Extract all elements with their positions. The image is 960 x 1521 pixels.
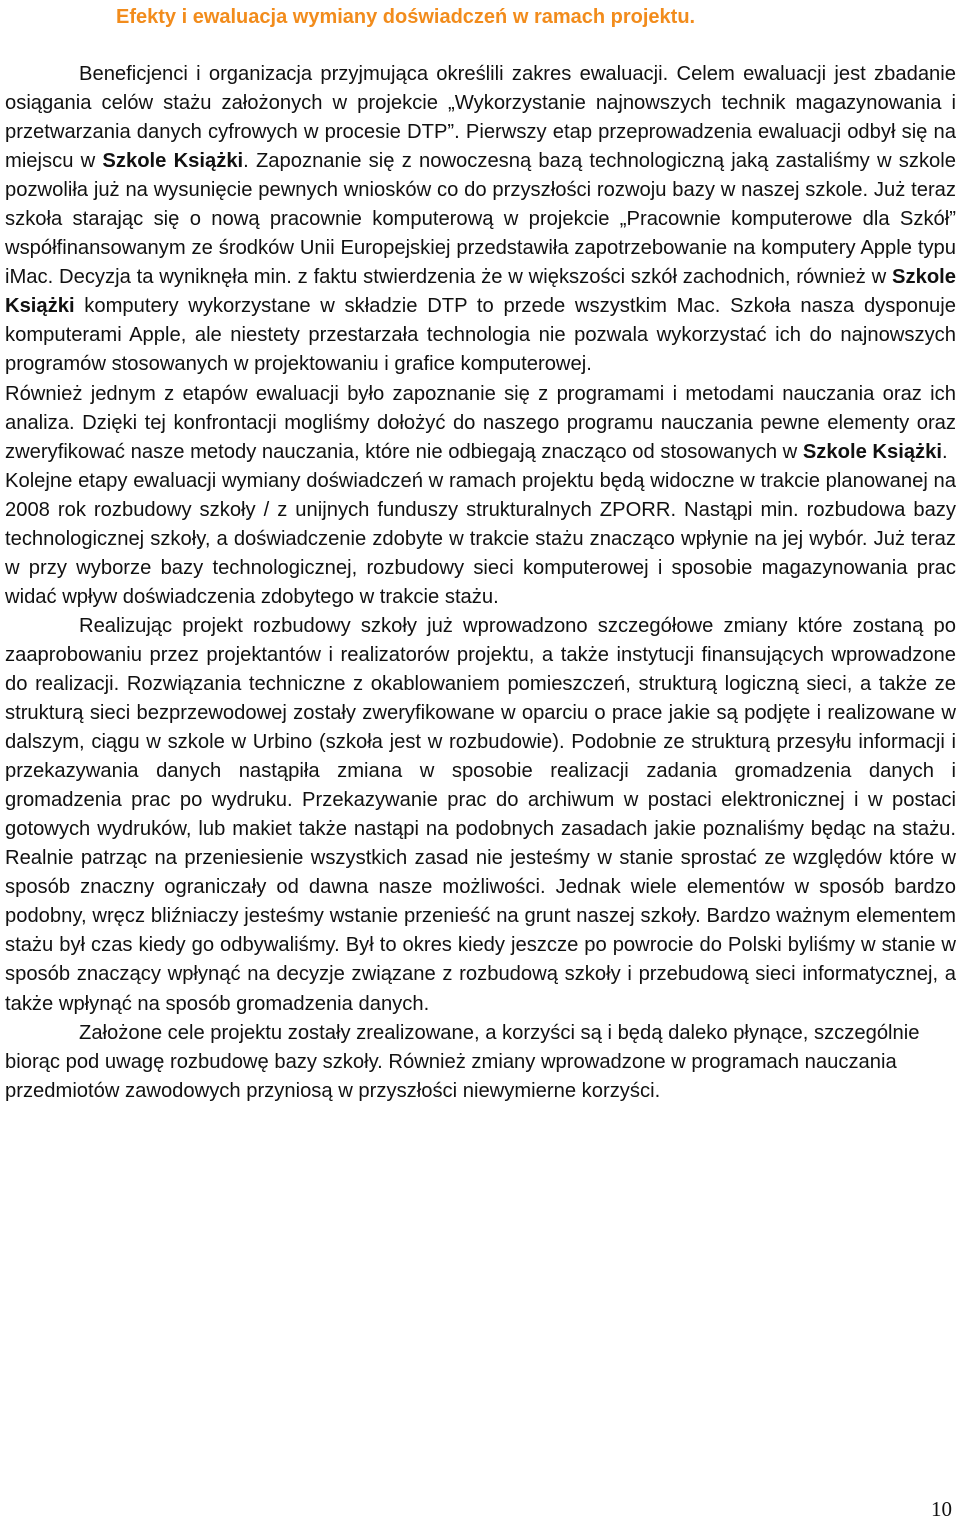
- paragraph-text: komputery wykorzystane w składzie DTP to przede wszystkim Mac. Szkoła nasza dysponuje komputerami Apple, ale niestety przestarzała technologia nie pozwala wykorzystać ich do najnowszych programów stosowanych w projektowaniu i grafice komputerowej.: [5, 295, 956, 376]
- paragraph-text: . Zapoznanie się z nowoczesną bazą technologiczną jaką zastaliśmy w szkole pozwoliła już na wysunięcie pewnych wniosków co do przyszłości rozwoju bazy w naszej szkole. Już teraz szkoła starając się o nową pracownie komputerową w projekcie „Pracownie komputerowe dla Szkół” współfinansowanym ze środków Unii Europejskiej przedstawiła zapotrzebowanie na komputery Apple typu iMac. Decyzja ta wyniknęła min. z faktu stwierdzenia że w większości szkół zachodnich, również w: [5, 150, 956, 289]
- paragraph-p2: [5, 380, 956, 467]
- emphasis-text: Szkole Książki: [802, 440, 942, 463]
- paragraph-text: Beneficjenci i organizacja przyjmująca określili zakres ewaluacji. Celem ewaluacji jest zbadanie osiągania celów stażu założonych w projekcie „Wykorzystanie najnowszych technik magazynowania i przetwarzania danych cyfrowych w procesie DTP”. Pierwszy etap przeprowadzenia ewaluacji odbył się na miejscu w: [5, 63, 956, 173]
- paragraph-p4: [5, 612, 956, 1019]
- page-number: 10: [931, 1497, 952, 1521]
- document-body: [5, 60, 956, 1106]
- paragraph-text: Kolejne etapy ewaluacji wymiany doświadczeń w ramach projektu będą widoczne w trakcie planowanej na 2008 rok rozbudowy szkoły / z unijnych funduszy strukturalnych ZPORR. Nastąpi min. rozbudowa bazy technologicznej szkoły, a doświadczenie zdobyte w trakcie stażu znacząco wpłynie na jej wybór. Już teraz w przy wyborze bazy technologicznej, rozbudowy sieci komputerowej i sposobie magazynowania prac widać wpływ doświadczenia zdobytego w trakcie stażu.: [5, 469, 956, 608]
- paragraph-p5: [5, 1019, 956, 1106]
- paragraph-text: Również jednym z etapów ewaluacji było zapoznanie się z programami i metodami nauczania oraz ich analiza. Dzięki tej konfrontacji mogliśmy dołożyć do naszego programu nauczania pewne elementy oraz zweryfikować nasze metody nauczania, które nie odbiegają znacząco od stosowanych w: [5, 382, 956, 463]
- emphasis-text: Szkole Książki: [5, 266, 956, 318]
- paragraph-p3: [5, 467, 956, 612]
- paragraph-text: Założone cele projektu zostały zrealizowane, a korzyści są i będą daleko płynące, szczególnie biorąc pod uwagę rozbudowę bazy szkoły. Również zmiany wprowadzone w programach nauczania przedmiotów zawodowych przyniosą w przyszłości niewymierne korzyści.: [5, 1021, 920, 1102]
- paragraph-p1: [5, 60, 956, 380]
- paragraph-text: Realizując projekt rozbudowy szkoły już wprowadzono szczegółowe zmiany które zostaną po zaaprobowaniu przez projektantów i realizatorów projektu, a także instytucji finansujących wprowadzone do realizacji. Rozwiązania techniczne z okablowaniem pomieszczeń, strukturą logiczną sieci, a także ze strukturą sieci bezprzewodowej zostały zweryfikowane w oparciu o prace jakie są podjęte i realizowane w dalszym, ciągu w szkole w Urbino (szkoła jest w rozbudowie). Podobnie ze strukturą przesyłu informacji i przekazywania danych nastąpiła zmiana w sposobie realizacji zadania gromadzenia danych i gromadzenia prac po wydruku. Przekazywanie prac do archiwum w postaci elektronicznej i w postaci gotowych wydruków, lub makiet także nastąpi na podobnych zasadach jakie poznaliśmy będąc na stażu. Realnie patrząc na przeniesienie wszystkich zasad nie jesteśmy w stanie sprostać ze względów które w sposób znaczny ograniczały od dawna nasze możliwości. Jednak wiele elementów w sposób bardzo podobny, wręcz bliźniaczy jesteśmy wstanie przenieść na grunt naszej szkoły. Bardzo ważnym elementem stażu był czas kiedy go odbywaliśmy. Był to okres kiedy jeszcze po powrocie do Polski byliśmy w stanie w sposób znaczący wpłynąć na decyzje związane z rozbudową szkoły i przebudową sieci informatycznej, a także wpłynąć na sposób gromadzenia danych.: [5, 614, 956, 1015]
- page-title: Efekty i ewaluacja wymiany doświadczeń w ramach projektu.: [116, 6, 696, 28]
- emphasis-text: Szkole Książki: [102, 150, 244, 173]
- paragraph-text: .: [941, 440, 948, 463]
